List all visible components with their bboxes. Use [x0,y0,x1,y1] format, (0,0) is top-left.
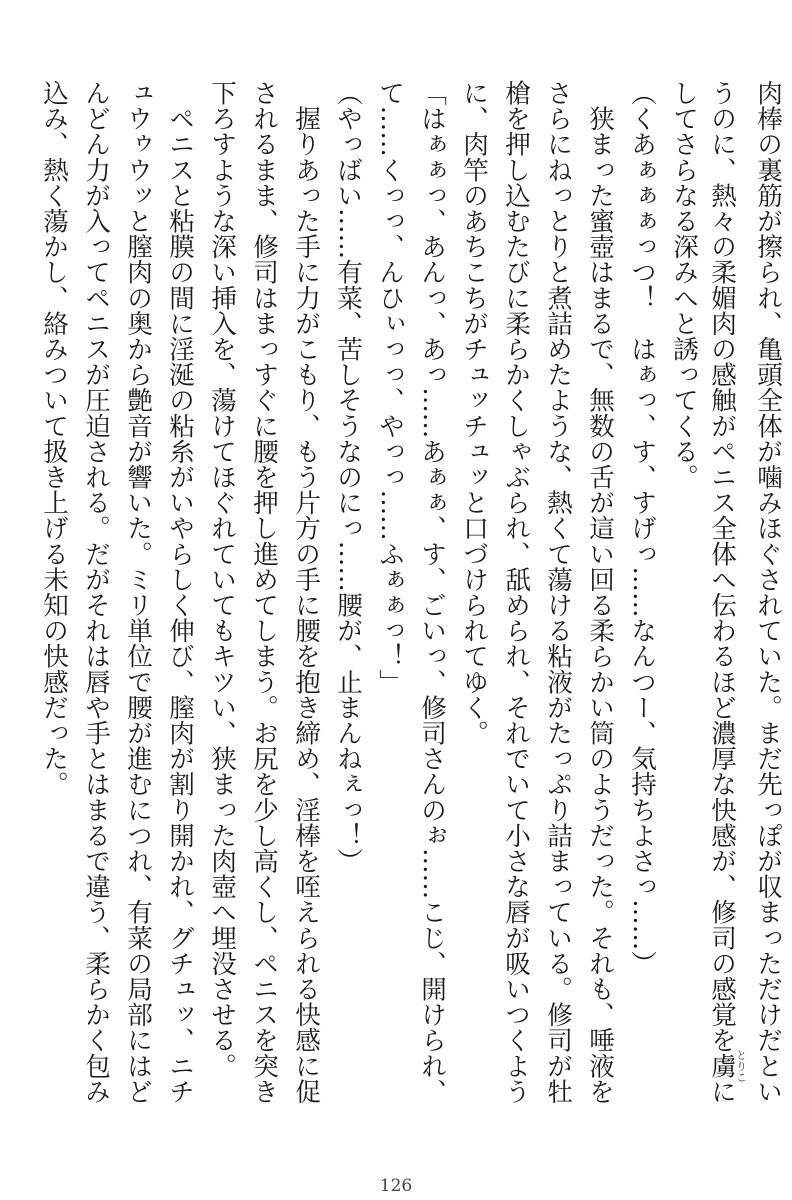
text-column: 「はぁぁっ、あんっ、あっ……あぁぁ、す、ごいっ、修司さんのぉ……こじ、開けられ、 [417,80,447,1104]
text-column: 下ろすような深い挿入を、蕩けてほぐれていてもキツい、狭まった肉壺へ埋没させる。 [207,80,237,1079]
text-line: うのに、熱々の柔媚肉の感触がペニス全体へ伝わるほど濃厚な快感が、修司の感覚を [707,80,737,1053]
vertical-text-body [33,80,789,1140]
text-column [705,80,747,1140]
text-column: 狭まった蜜壺はまるで、無数の舌が這い回る柔らかい筒のようだった。それも、唾液を [585,80,615,1104]
text-column: ペニスと粘膜の間に淫涎の粘糸がいやらしく伸び、膣肉が割り開かれ、グチュッ、ニチ [165,80,195,1104]
text-column: されるまま、修司はまっすぐに腰を押し進めてしまう。お尻を少し高くし、ペニスを突き [249,80,279,1104]
text-column: してさらなる深みへと誘ってくる。 [669,80,699,490]
ruby-base: 虜 [707,1049,737,1083]
text-column: て……くっっ、んひぃっっ、やっっ……ふぁぁっ！」 [375,80,405,695]
text-line-end: に [707,1078,737,1105]
text-column: （くあぁぁぁっつ！ はぁっ、す、すげっ……なんつー、気持ちよさっ……） [627,80,657,976]
text-column: 槍を押し込むたびに柔らかくしゃぶられ、舐められ、それでいて小さな唇が吸いつくよう [501,80,531,1104]
ruby-reading: とりこ [734,1049,748,1083]
text-column: 込み、熱く蕩かし、絡みついて扱き上げる未知の快感だった。 [39,80,69,797]
text-column: んどん力が入ってペニスが圧迫される。だがそれは唇や手とはまるで違う、柔らかく包み [81,80,111,1104]
text-column: （やっばい……有菜、苦しそうなのにっ……腰が、止まんねぇっ！） [333,80,363,874]
text-column: ュウゥウッと膣肉の奥から艶音が響いた。ミリ単位で腰が進むにつれ、有菜の局部にはど [123,80,153,1104]
ruby-annotation [707,1049,748,1083]
text-column: 握りあった手に力がこもり、もう片方の手に腰を抱き締め、淫棒を咥えられる快感に促 [291,80,321,1104]
text-column: に、肉竿のあちこちがチュッチュッと口づけられてゆく。 [459,80,489,746]
text-column: さらにねっとりと煮詰めたような、熱くて蕩ける粘液がたっぷり詰まっている。修司が牡 [543,80,573,1104]
text-column: 肉棒の裏筋が擦られ、亀頭全体が噛みほぐされていた。まだ先っぽが収まっただけだとい [753,80,783,1104]
page-number: 126 [379,1176,413,1196]
